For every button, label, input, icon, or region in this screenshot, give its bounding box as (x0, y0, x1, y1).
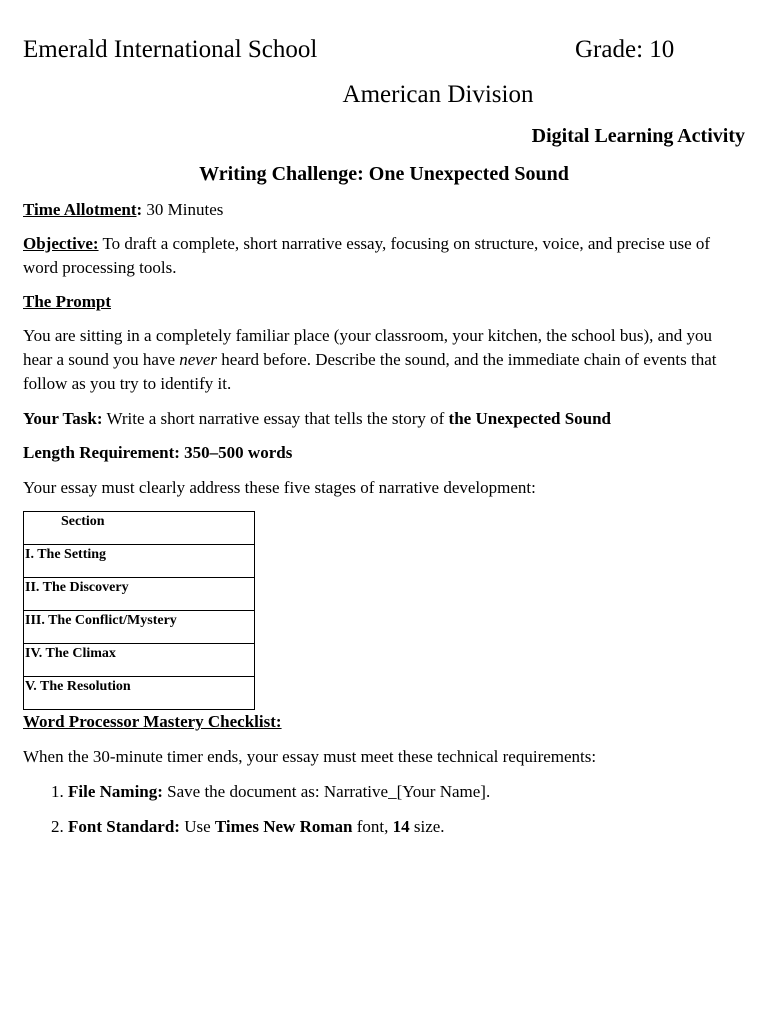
item-text-c: size. (409, 817, 445, 836)
length-requirement: Length Requirement: 350–500 words (23, 443, 293, 462)
checklist-list (23, 780, 745, 850)
table-cell: I. The Setting (24, 545, 255, 578)
time-colon: : (136, 200, 143, 219)
table-cell: III. The Conflict/Mystery (24, 611, 255, 644)
table-row (24, 545, 255, 578)
item-text-b: font, (352, 817, 393, 836)
table-row (24, 611, 255, 644)
table-header-row (24, 512, 255, 545)
prompt-emphasis: never (179, 350, 218, 369)
activity-title: Digital Learning Activity (531, 125, 745, 147)
division-title: American Division (342, 81, 534, 108)
table-cell: IV. The Climax (24, 644, 255, 677)
objective-label: Objective: (23, 234, 99, 253)
grade-label: Grade: 10 (575, 36, 675, 63)
objective-text: To draft a complete, short narrative essay, focusing on structure, voice, and precise use of word processing tools. (23, 234, 711, 277)
prompt-text (23, 324, 745, 396)
header-row (23, 36, 745, 68)
objective (23, 232, 745, 280)
task (23, 407, 745, 431)
item-bold-b: 14 (392, 817, 410, 836)
time-allotment (23, 198, 745, 222)
table-row (24, 644, 255, 677)
prompt-heading (23, 290, 745, 314)
list-item (68, 815, 745, 839)
challenge-title: Writing Challenge: One Unexpected Sound (199, 163, 569, 185)
item-label: Font Standard: (68, 817, 180, 836)
task-bold-end: the Unexpected Sound (448, 409, 612, 428)
checklist-intro: When the 30-minute timer ends, your essay must meet these technical requirements: (23, 747, 597, 766)
table-row (24, 677, 255, 710)
school-name: Emerald International School (23, 36, 318, 63)
table-cell: V. The Resolution (24, 677, 255, 710)
prompt-heading-text: The Prompt (23, 292, 111, 311)
list-item (68, 780, 745, 804)
table-header-cell: Section (24, 512, 255, 545)
item-text-a: Use (179, 817, 215, 836)
sections-table (23, 511, 255, 710)
item-text: Save the document as: Narrative_[Your Name]. (162, 782, 491, 801)
prompt-text-after: heard before. Describe the sound, and the immediate chain of events that follow as you try to identify it. (23, 350, 717, 393)
table-cell: II. The Discovery (24, 578, 255, 611)
item-label: File Naming: (68, 782, 163, 801)
stages-intro: Your essay must clearly address these five stages of narrative development: (23, 478, 536, 497)
task-text: Write a short narrative essay that tells the story of (102, 409, 449, 428)
table-row (24, 578, 255, 611)
item-bold-a: Times New Roman (214, 817, 353, 836)
time-value: 30 Minutes (142, 200, 224, 219)
task-label: Your Task: (23, 409, 103, 428)
time-label: Time Allotment (23, 200, 137, 219)
checklist-heading-text: Word Processor Mastery Checklist: (23, 712, 282, 731)
prompt-text-before: You are sitting in a completely familiar place (your classroom, your kitchen, the school bus), and you hear a sound you have (23, 326, 712, 369)
checklist-heading (23, 710, 745, 734)
